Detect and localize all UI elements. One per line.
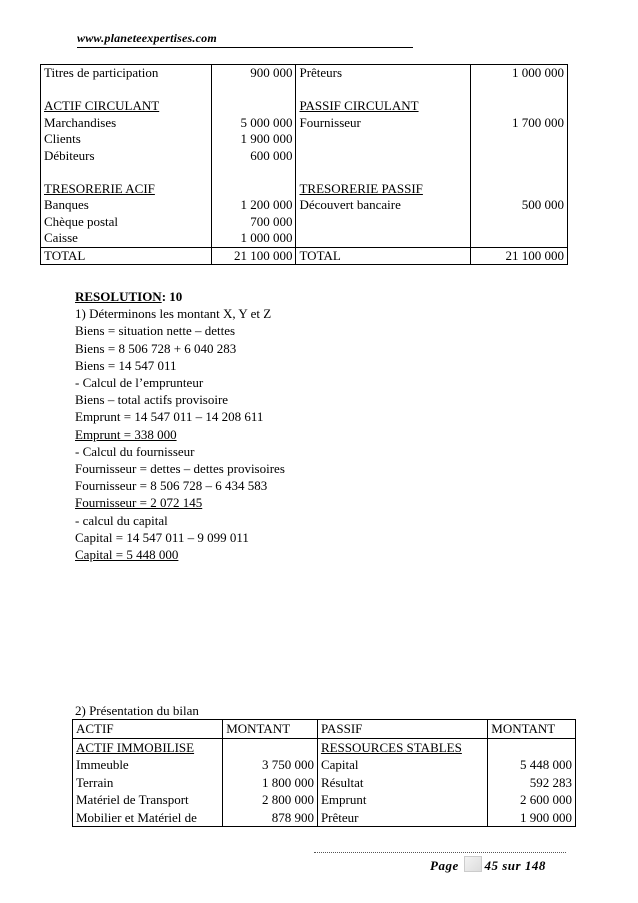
passif-amount: 1 000 000 <box>470 65 567 82</box>
actif-amount: 700 000 <box>212 214 296 231</box>
resolution-line: Biens – total actifs provisoire <box>75 392 229 408</box>
actif-label: Marchandises <box>41 115 212 132</box>
page-label: Page <box>430 858 459 873</box>
bilan-table-2 <box>72 719 576 827</box>
site-url: www.planeteexpertises.com <box>77 31 413 48</box>
resolution-number: : 10 <box>161 289 183 304</box>
resolution-result: Fournisseur = 2 072 145 <box>75 495 203 511</box>
passif-label: Emprunt <box>317 791 487 809</box>
passif-label: Fournisseur <box>296 115 470 132</box>
table-row <box>41 115 568 132</box>
actif-label: Caisse <box>41 230 212 247</box>
passif-section-heading: PASSIF CIRCULANT <box>296 98 470 115</box>
passif-section-heading: TRESORERIE PASSIF <box>296 181 470 198</box>
actif-amount: 900 000 <box>212 65 296 82</box>
watermark-logo-icon <box>464 856 482 872</box>
resolution-title: RESOLUTION <box>75 289 162 304</box>
resolution-line: Emprunt = 14 547 011 – 14 208 611 <box>75 409 264 425</box>
page-number: 45 <box>484 858 499 873</box>
resolution-line: Biens = 14 547 011 <box>75 357 177 373</box>
column-header: PASSIF <box>317 720 487 739</box>
table-row <box>41 181 568 198</box>
actif-amount: 600 000 <box>212 148 296 165</box>
passif-label: Résultat <box>317 774 487 792</box>
actif-label: Immeuble <box>73 756 223 774</box>
column-header: ACTIF <box>73 720 223 739</box>
actif-label: Mobilier et Matériel de <box>73 809 223 827</box>
total-amount: 21 100 000 <box>470 247 567 265</box>
actif-label: Chèque postal <box>41 214 212 231</box>
actif-label: Débiteurs <box>41 148 212 165</box>
table-row <box>41 65 568 82</box>
actif-section-heading: TRESORERIE ACIF <box>41 181 212 198</box>
resolution-heading <box>75 288 285 305</box>
total-row <box>41 247 568 265</box>
table-row <box>41 164 568 181</box>
footer-divider <box>314 852 566 853</box>
actif-amount: 1 200 000 <box>212 197 296 214</box>
resolution-line: Biens = situation nette – dettes <box>75 323 236 339</box>
actif-label: Banques <box>41 197 212 214</box>
passif-amount: 1 900 000 <box>488 809 576 827</box>
passif-amount: 500 000 <box>470 197 567 214</box>
column-header: MONTANT <box>223 720 318 739</box>
passif-label: Prêteurs <box>296 65 470 82</box>
total-label: TOTAL <box>41 247 212 265</box>
table-row <box>73 756 576 774</box>
resolution-line: Fournisseur = dettes – dettes provisoires <box>75 461 285 477</box>
section-title: 2) Présentation du bilan <box>75 703 199 718</box>
table-row <box>41 148 568 165</box>
passif-section-heading: RESSOURCES STABLES <box>317 738 487 756</box>
resolution-result: Capital = 5 448 000 <box>75 547 179 563</box>
page-of-label: sur <box>502 858 522 873</box>
table-row <box>73 809 576 827</box>
resolution-line: Capital = 14 547 011 – 9 099 011 <box>75 529 249 545</box>
resolution-line: Biens = 8 506 728 + 6 040 283 <box>75 340 237 356</box>
passif-amount: 2 600 000 <box>488 791 576 809</box>
actif-label: Matériel de Transport <box>73 791 223 809</box>
actif-label: Terrain <box>73 774 223 792</box>
actif-amount: 1 800 000 <box>223 774 318 792</box>
table-row <box>41 82 568 99</box>
passif-amount: 1 700 000 <box>470 115 567 132</box>
resolution-line: 1) Déterminons les montant X, Y et Z <box>75 306 272 322</box>
page-footer <box>430 856 546 874</box>
table-row <box>41 197 568 214</box>
actif-amount: 1 000 000 <box>212 230 296 247</box>
table-row <box>41 214 568 231</box>
resolution-line: - Calcul de l’emprunteur <box>75 375 204 391</box>
actif-amount: 878 900 <box>223 809 318 827</box>
actif-amount: 5 000 000 <box>212 115 296 132</box>
table-row <box>73 738 576 756</box>
table-row <box>73 774 576 792</box>
table-row <box>41 98 568 115</box>
header-row <box>73 720 576 739</box>
resolution-result: Emprunt = 338 000 <box>75 426 177 442</box>
resolution-line: - Calcul du fournisseur <box>75 443 195 459</box>
bilan-table-1 <box>40 64 568 265</box>
actif-amount: 1 900 000 <box>212 131 296 148</box>
actif-amount: 3 750 000 <box>223 756 318 774</box>
total-amount: 21 100 000 <box>212 247 296 265</box>
actif-section-heading: ACTIF IMMOBILISE <box>73 738 223 756</box>
passif-amount: 592 283 <box>488 774 576 792</box>
actif-section-heading: ACTIF CIRCULANT <box>41 98 212 115</box>
passif-label: Découvert bancaire <box>296 197 470 214</box>
passif-label: Prêteur <box>317 809 487 827</box>
resolution-line: - calcul du capital <box>75 512 168 528</box>
passif-amount: 5 448 000 <box>488 756 576 774</box>
passif-label: Capital <box>317 756 487 774</box>
actif-amount: 2 800 000 <box>223 791 318 809</box>
table-row <box>41 131 568 148</box>
page-total: 148 <box>524 858 546 873</box>
table-row <box>41 230 568 247</box>
total-label: TOTAL <box>296 247 470 265</box>
column-header: MONTANT <box>488 720 576 739</box>
table-row <box>73 791 576 809</box>
resolution-block <box>75 288 285 563</box>
actif-label: Titres de participation <box>41 65 212 82</box>
actif-label: Clients <box>41 131 212 148</box>
resolution-line: Fournisseur = 8 506 728 – 6 434 583 <box>75 478 268 494</box>
